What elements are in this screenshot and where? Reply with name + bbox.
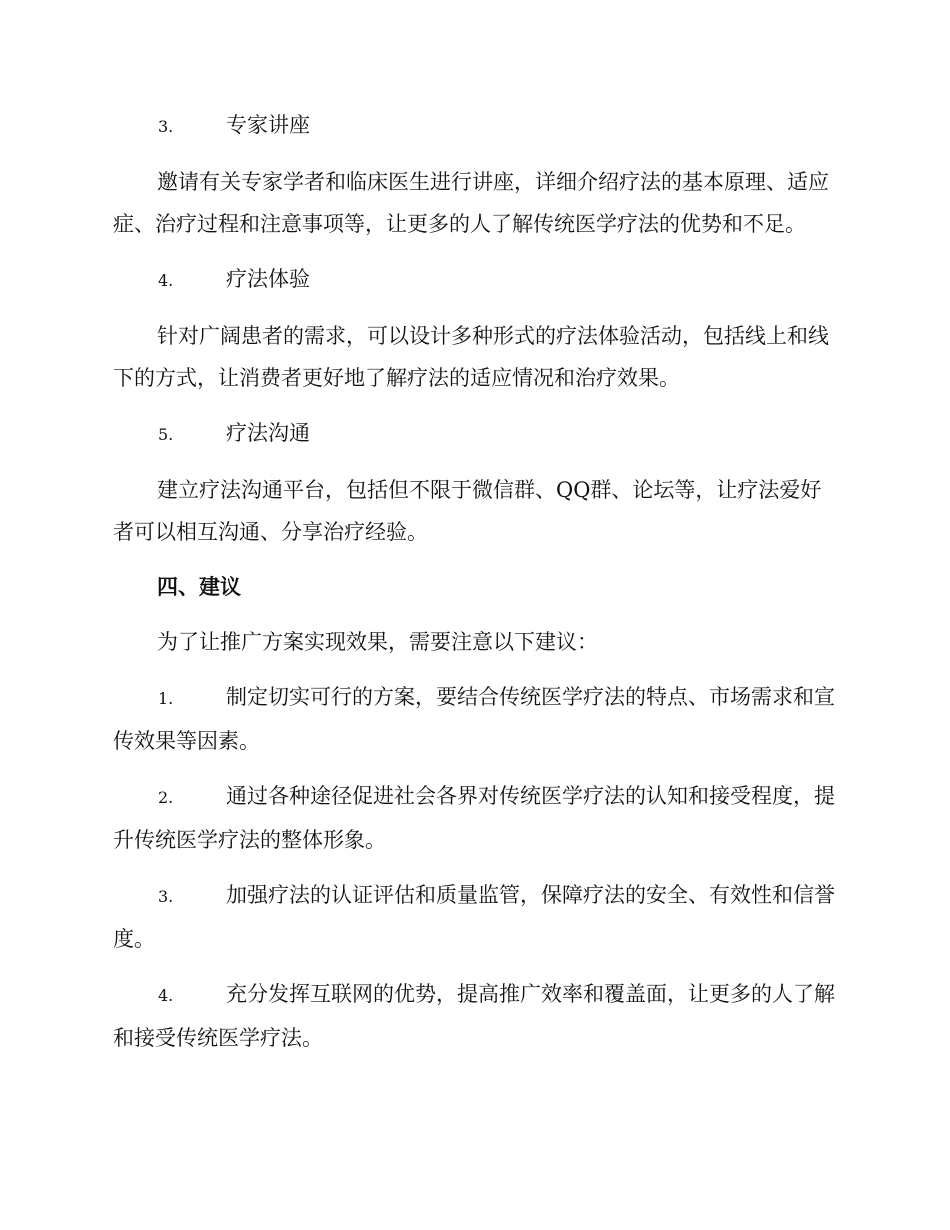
item-5-paragraph: 建立疗法沟通平台，包括但不限于微信群、QQ群、论坛等，让疗法爱好者可以相互沟通、分享治疗经验。	[113, 478, 822, 544]
suggestion-text: 充分发挥互联网的优势，提高推广效率和覆盖面，让更多的人了解和接受传统医学疗法。	[113, 982, 835, 1050]
item-number: 5.	[158, 425, 174, 444]
suggestion-text: 加强疗法的认证评估和质量监管，保障疗法的安全、有效性和信誉度。	[113, 883, 835, 951]
suggestion-item-3	[113, 874, 835, 960]
item-3-paragraph: 邀请有关专家学者和临床医生进行讲座，详细介绍疗法的基本原理、适应症、治疗过程和注意事项等，让更多的人了解传统医学疗法的优势和不足。	[113, 170, 829, 236]
suggestion-item-4	[113, 973, 835, 1059]
item-number: 3.	[158, 117, 174, 136]
item-5-heading	[113, 412, 835, 456]
suggestion-text: 制定切实可行的方案，要结合传统医学疗法的特点、市场需求和宣传效果等因素。	[113, 685, 835, 753]
document-content	[113, 104, 835, 1072]
item-4-heading	[113, 258, 835, 302]
item-3-heading	[113, 104, 835, 148]
item-4-paragraph: 针对广阔患者的需求，可以设计多种形式的疗法体验活动，包括线上和线下的方式，让消费者更好地了解疗法的适应情况和治疗效果。	[113, 324, 829, 390]
suggestion-item-1	[113, 676, 835, 762]
item-title: 疗法沟通	[226, 421, 310, 445]
suggestion-text: 通过各种途径促进社会各界对传统医学疗法的认知和接受程度，提升传统医学疗法的整体形象。	[113, 784, 835, 852]
item-number: 3.	[158, 887, 174, 906]
item-number: 4.	[158, 986, 174, 1005]
section-heading-suggestions: 四、建议	[157, 575, 241, 599]
suggestion-item-2	[113, 775, 835, 861]
suggestions-intro: 为了让推广方案实现效果，需要注意以下建议：	[157, 630, 598, 654]
item-title: 疗法体验	[226, 267, 310, 291]
item-number: 1.	[158, 689, 174, 708]
item-number: 4.	[158, 271, 174, 290]
item-number: 2.	[158, 788, 174, 807]
item-title: 专家讲座	[226, 113, 310, 137]
